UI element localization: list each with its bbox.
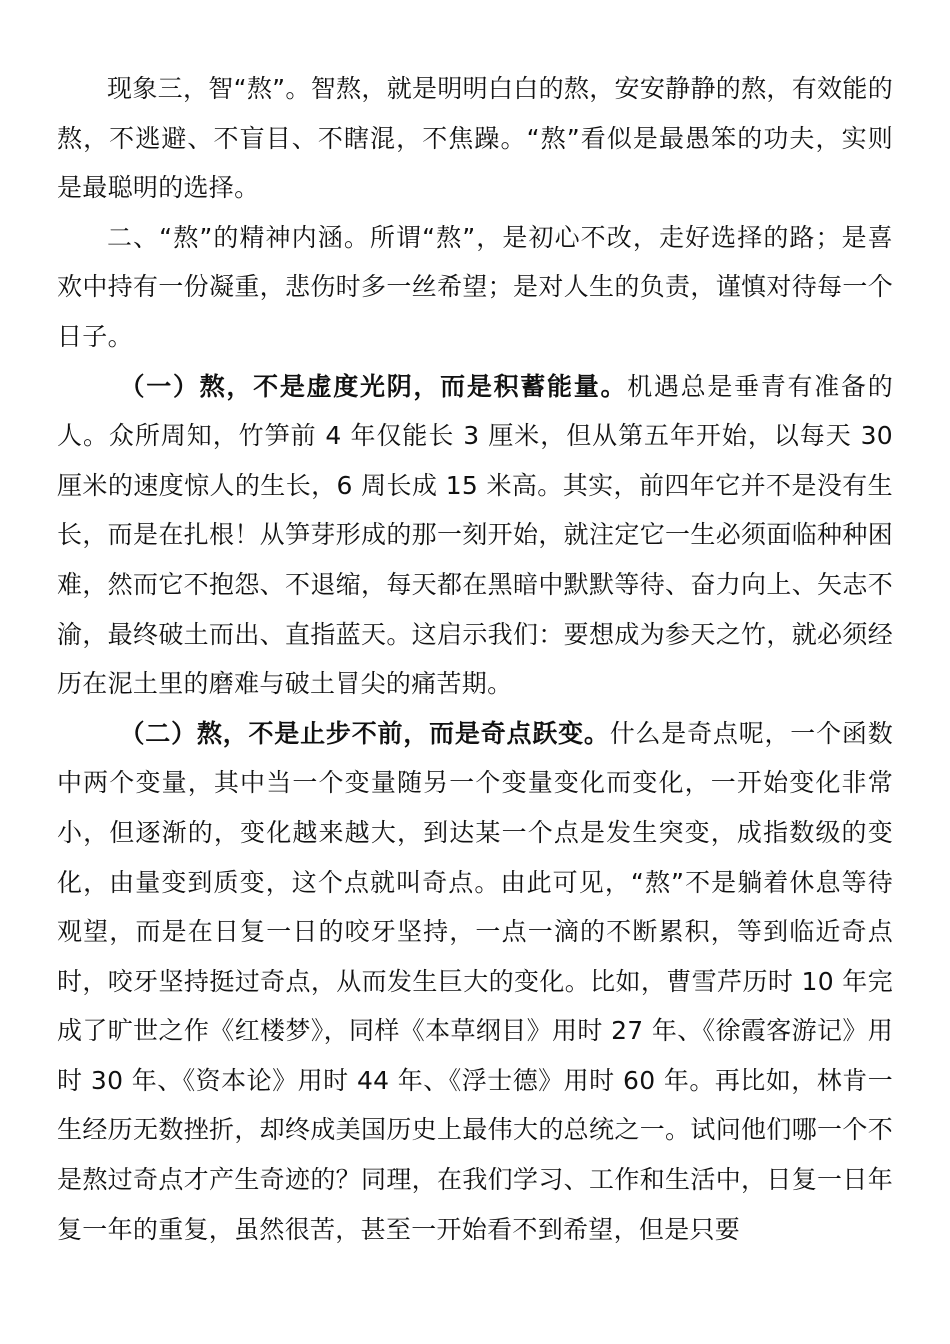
paragraph-phenomenon-three xyxy=(57,64,893,213)
paragraph-text: 什么是奇点呢，一个函数中两个变量，其中当一个变量随另一个变量变化而变化，一开始变化非常小，但逐渐的，变化越来越大，到达某一个点是发生突变，成指数级的变化，由量变到质变，这个点就叫奇点。由此可见，“熬”不是躺着休息等待观望，而是在日复一日的咬牙坚持，一点一滴的不断累积，等到临近奇点时，咬牙坚持挺过奇点，从而发生巨大的变化。比如，曹雪芹历时 10 年完成了旷世之作《红楼梦》，同样《本草纲目》用时 27 年、《徐霞客游记》用时 30 年、《资本论》用时 44 年、《浮士德》用时 60 年。再比如，林肯一生经历无数挫折，却终成美国历史上最伟大的总统之一。试问他们哪一个不是熬过奇点才产生奇迹的？同理，在我们学习、工作和生活中，日复一日年复一年的重复，虽然很苦，甚至一开始看不到希望，但是只要 xyxy=(57,718,893,1244)
subsection-heading: （二）熬，不是止步不前，而是奇点跃变。 xyxy=(119,718,610,748)
paragraph-spirit-connotation xyxy=(57,213,893,362)
document-page xyxy=(57,64,893,1254)
paragraph-text: 现象三，智“熬”。智熬，就是明明白白的熬，安安静静的熬，有效能的熬，不逃避、不盲目、不瞎混，不焦躁。“熬”看似是最愚笨的功夫，实则是最聪明的选择。 xyxy=(57,74,893,203)
paragraph-text: 机遇总是垂青有准备的人。众所周知，竹笋前 4 年仅能长 3 厘米，但从第五年开始，以每天 30 厘米的速度惊人的生长，6 周长成 15 米高。其实，前四年它并不是没有生长，而是在扎根！从笋芽形成的那一刻开始，就注定它一生必须面临种种困难，然而它不抱怨、不退缩，每天都在黑暗中默默等待、奋力向上、矢志不渝，最终破土而出、直指蓝天。这启示我们：要想成为参天之竹，就必须经历在泥土里的磨难与破土冒尖的痛苦期。 xyxy=(57,371,893,699)
subsection-heading: （一）熬，不是虚度光阴，而是积蓄能量。 xyxy=(119,371,628,401)
paragraph-text: 二、“熬”的精神内涵。所谓“熬”，是初心不改，走好选择的路；是喜欢中持有一份凝重，悲伤时多一丝希望；是对人生的负责，谨慎对待每一个日子。 xyxy=(57,222,893,351)
paragraph-subsection-one xyxy=(57,362,893,709)
paragraph-subsection-two xyxy=(57,709,893,1255)
